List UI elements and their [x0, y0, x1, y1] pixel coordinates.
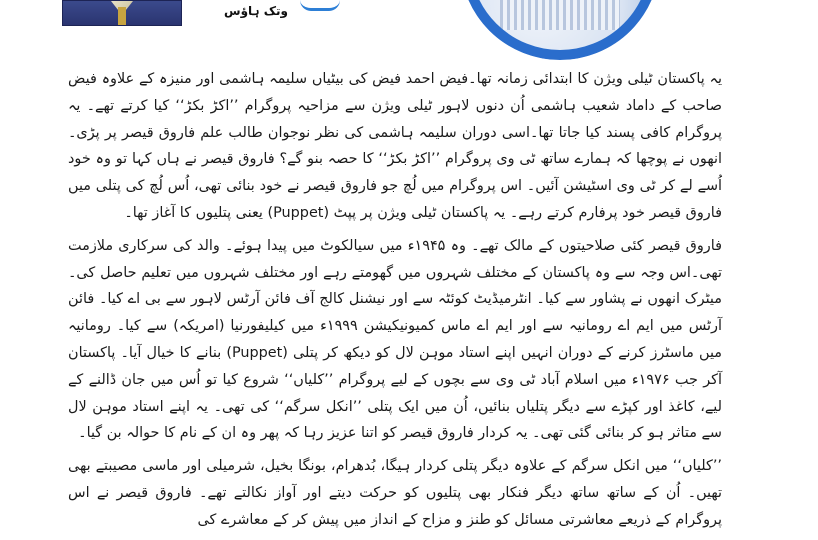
paragraph-3: ’’کلیاں‘‘ میں انکل سرگم کے علاوہ دیگر پتلی کردار ہیگا، بُدھرام، بونگا بخیل، شرمیلی اور ماسی مصیبتے بھی تھیں۔ اُن کے ساتھ ساتھ دیگر فنکار بھی پتلیوں کو حرکت دیتے اور آواز نکالتے تھے۔ فاروق قیصر نے اس پروگرام کے ذریعے معاشرتی مسائل کو طنز و مزاح کے انداز میں پیش کر کے معاشرے کی [68, 458, 722, 528]
paragraph-2: فاروق قیصر کئی صلاحیتوں کے مالک تھے۔ وہ ۱۹۴۵ء میں سیالکوٹ میں پیدا ہوئے۔ والد کی سرکاری ملازمت تھی۔اس وجہ سے وہ پاکستان کے مختلف شہروں میں گھومتے رہے اور مختلف شہروں میں تعلیم حاصل کی۔ میٹرک انھوں نے پشاور سے کیا۔ انٹرمیڈیٹ کوئٹہ سے اور نیشنل کالج آف فائن آرٹس لاہور سے بی اے کیا۔ فائن آرٹس میں ایم اے رومانیہ سے اور ایم اے ماس کمیونیکیشن ۱۹۹۹ء میں کیلیفورنیا (امریکہ) سے کیا۔ رومانیہ میں ماسٹرز کرنے کے دوران انہیں اپنے استاد موہن لال کو دیکھ کر پتلی (Puppet) بنانے کا خیال آیا۔ پاکستان آکر جب ۱۹۷۶ء میں اسلام آباد ٹی وی سے بچوں کے لیے پروگرام ’’کلیاں‘‘ شروع کیا تو اُس میں جان ڈالنے کے لیے، کاغذ اور کپڑے سے دیگر پتلیاں بنائیں، اُن میں ایک پتلی ’’انکل سرگم‘‘ کی تھی۔ یہ اپنے استاد موہن لال سے متاثر ہو کر بنائی گئی تھی۔ یہ کردار فاروق قیصر کو اتنا عزیز رہا کہ پھر وہ ان کے نام کا حوالہ بن گیا۔ [68, 237, 722, 442]
article-body [68, 66, 722, 540]
circular-portrait-photo [460, 0, 660, 60]
brand-text: وتک ہاؤس [224, 4, 288, 18]
paragraph-1: یہ پاکستان ٹیلی ویژن کا ابتدائی زمانہ تھا۔فیض احمد فیض کی بیٹیاں سلیمہ ہاشمی اور منیزہ کے علاوہ فیض صاحب کے داماد شعیب ہاشمی اُن دنوں لاہور ٹیلی ویژن سے مزاحیہ پروگرام ’’اکڑ بکڑ‘‘ کیا کرتے تھے۔ یہ پروگرام کافی پسند کیا جاتا تھا۔اسی دوران سلیمہ ہاشمی کی نظر نوجوان طالب علم فاروق قیصر پر پڑی۔انھوں نے پوچھا کہ ہمارے ساتھ ٹی وی پروگرام ’’اکڑ بکڑ‘‘ کا حصہ بنو گے؟ فاروق قیصر نے ہاں کہا تو وہ خود اُسے لے کر ٹی وی اسٹیشن آئیں۔ اس پروگرام میں لُچ جو فاروق قیصر نے خود بنائی تھی، اُس لُچ کی پتلی میں فاروق قیصر خود پرفارم کرتے رہے۔ یہ پاکستان ٹیلی ویژن پر پپٹ (Puppet) یعنی پتلیوں کا آغاز تھا۔ [68, 71, 722, 221]
tie-shape [118, 7, 126, 25]
photo-frame-ring [460, 0, 660, 60]
portrait-photo [62, 0, 182, 26]
brand-swoosh-icon [300, 0, 340, 11]
